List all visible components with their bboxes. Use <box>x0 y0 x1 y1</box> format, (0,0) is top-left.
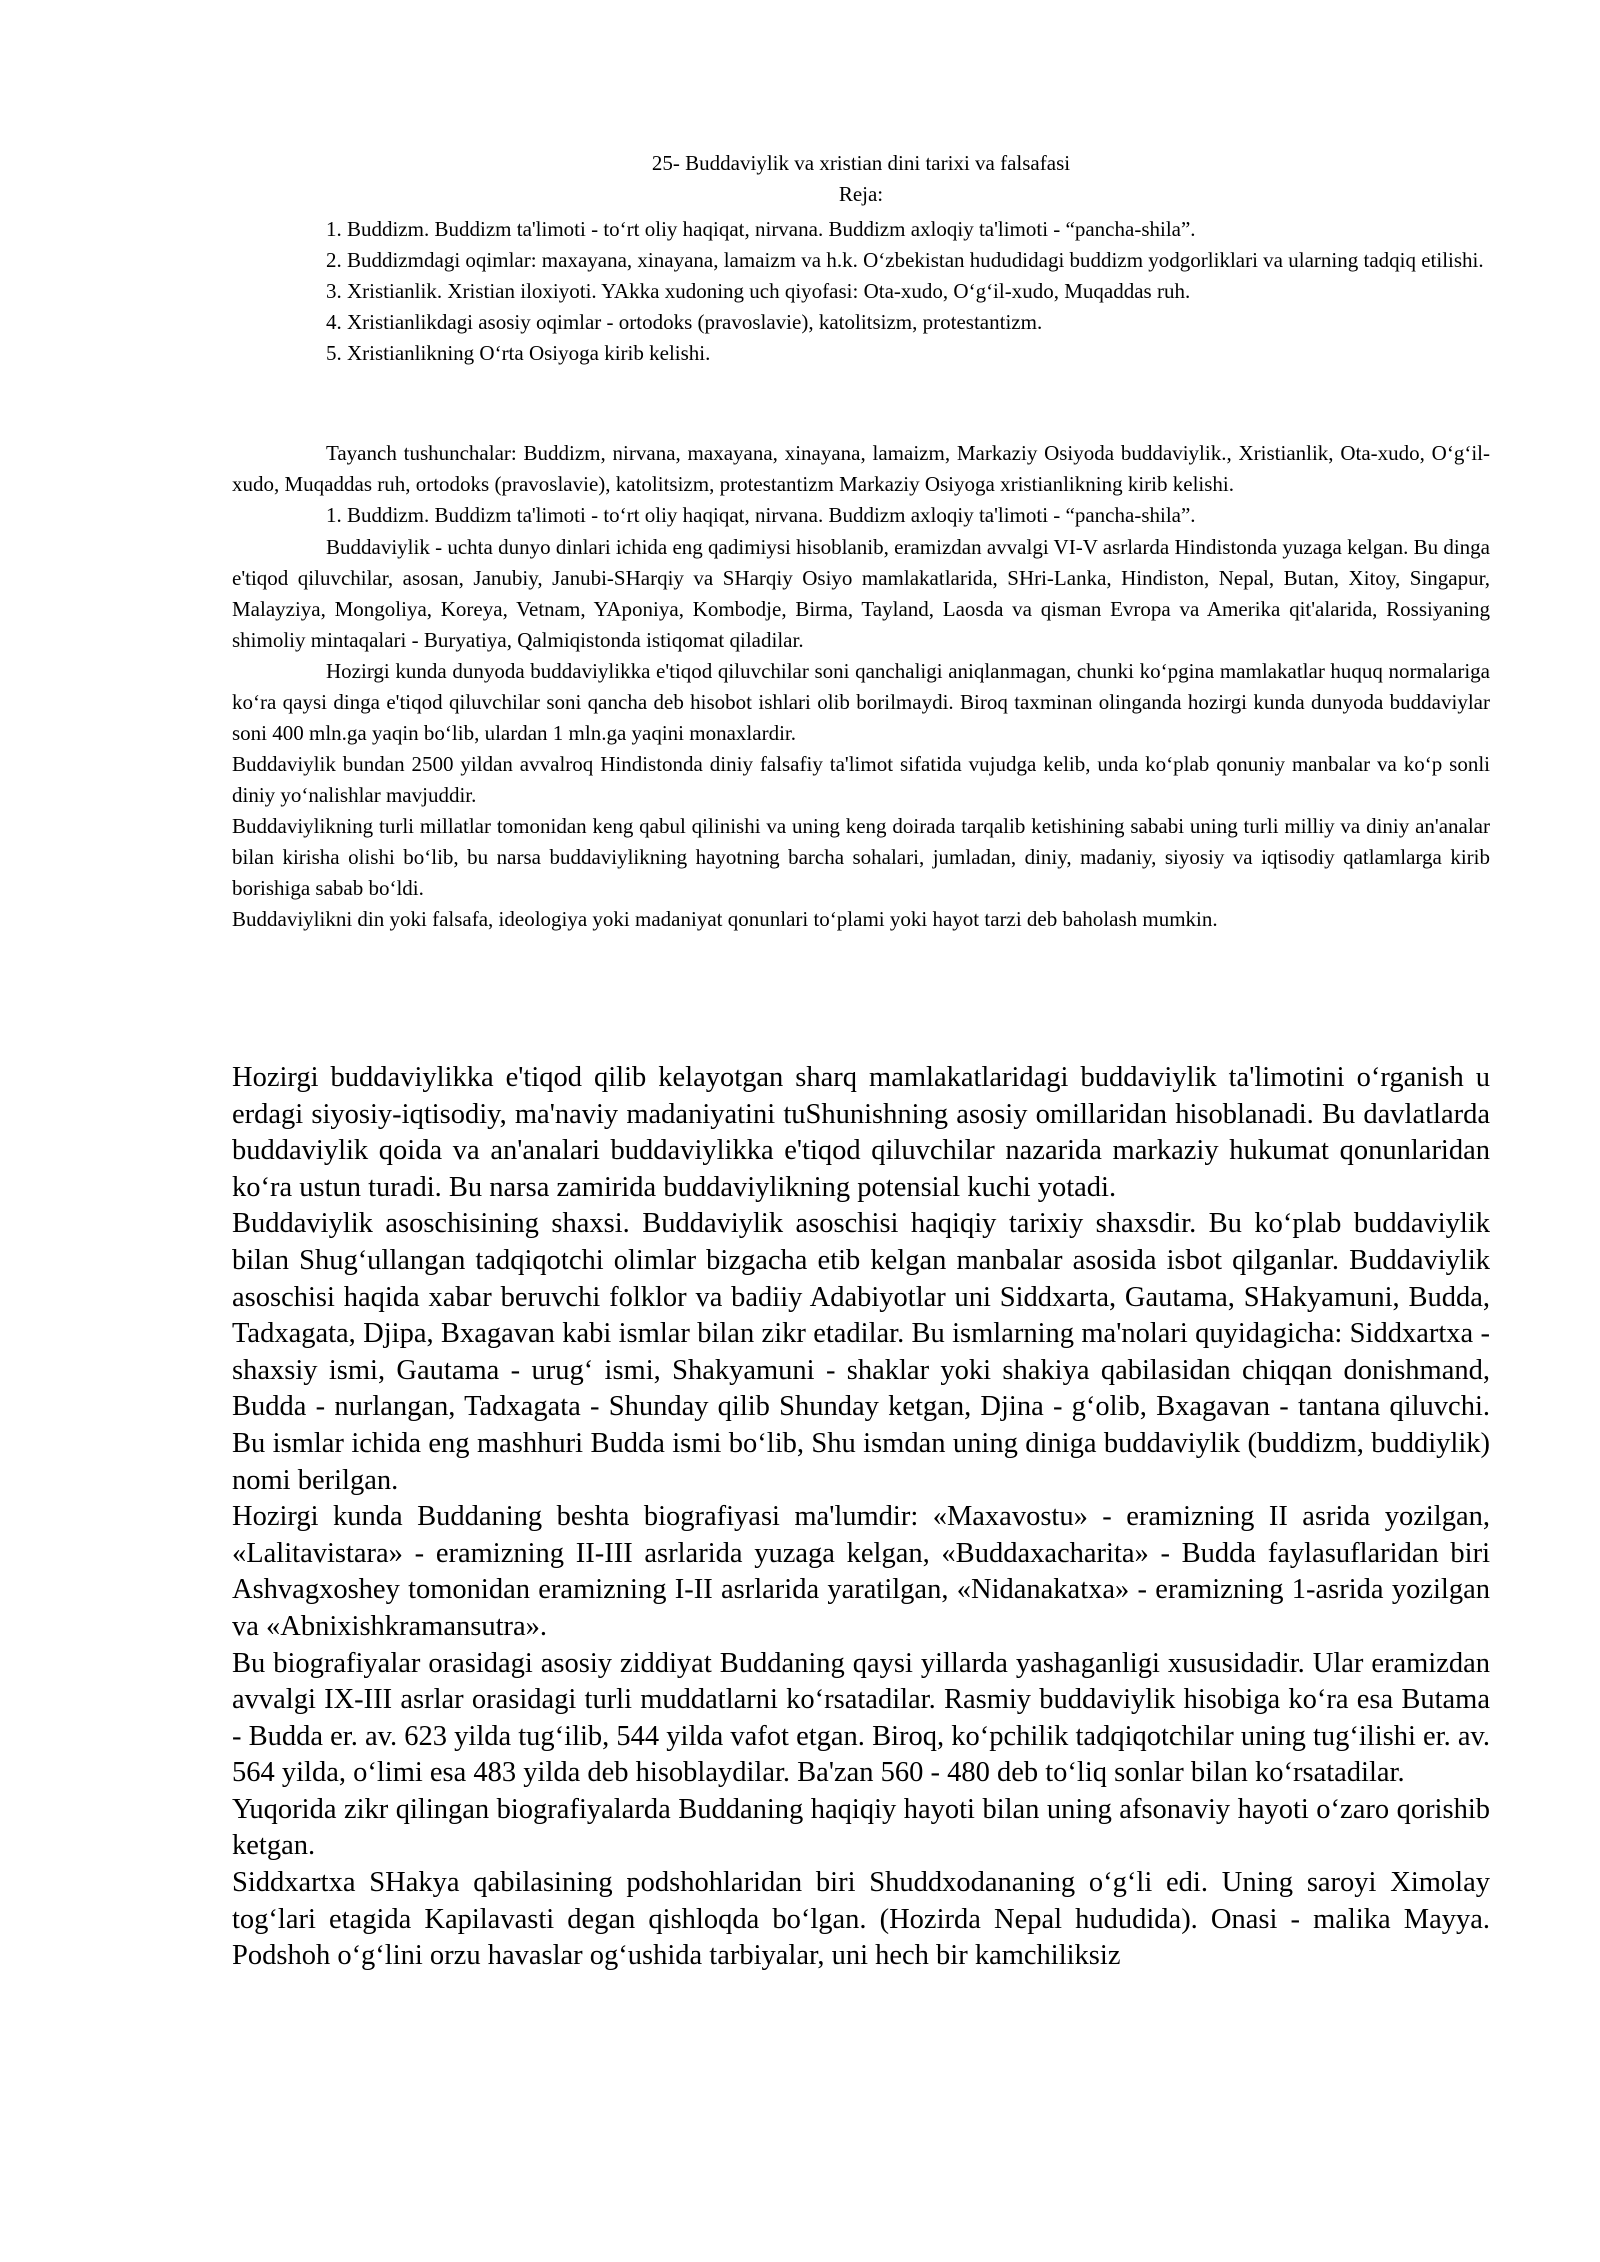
key-concepts-text: Tayanch tushunchalar: Buddizm, nirvana, maxayana, xinayana, lamaizm, Markaziy Osiyoda buddaviylik., Xristianlik, Ota-xudo, O‘g‘il-xudo, Muqaddas ruh, ortodoks (pravoslavie), katolitsizm, protestantizm Markaziy Osiyoga xristianlikning kirib kelishi. <box>232 441 1490 496</box>
paragraph: Hozirgi kunda Buddaning beshta biografiyasi ma'lumdir: «Maxavostu» - eramizning II asrida yozilgan, «Lalitavistara» - eramizning II-III asrlarida yuzaga kelgan, «Buddaxacharita» - Budda faylasuflaridan biri Ashvagxoshey tomonidan eramizning I-II asrlarida yaratilgan, «Nidanakatxa» - eramizning 1-asrida yozilgan va «Abnixishkramansutra». <box>232 1501 1490 1642</box>
section-heading: 1. Buddizm. Buddizm ta'limoti - to‘rt oliy haqiqat, nirvana. Buddizm axloqiy ta'limoti - “pancha-shila”. <box>326 503 1196 527</box>
paragraph: Buddaviylikni din yoki falsafa, ideologiya yoki madaniyat qonunlari to‘plami yoki hayot tarzi deb baholash mumkin. <box>232 907 1218 931</box>
paragraph: Bu biografiyalar orasidagi asosiy ziddiyat Buddaning qaysi yillarda yashaganligi xususidadir. Ular eramizdan avvalgi IX-III asrlar orasidagi turli muddatlarni ko‘rsatadilar. Rasmiy buddaviylik hisobiga ko‘ra esa Butama - Budda er. av. 623 yilda tug‘ilib, 544 yilda vafot etgan. Biroq, ko‘pchilik tadqiqotchilar uning tug‘ilishi er. av. 564 yilda, o‘limi esa 483 yilda deb hisoblaydilar. Ba'zan 560 - 480 deb to‘liq sonlar bilan ko‘rsatadilar. <box>232 1647 1490 1789</box>
paragraph: Hozirgi buddaviylikka e'tiqod qilib kelayotgan sharq mamlakatlaridagi buddaviylik ta'limotini o‘rganish u erdagi siyosiy-iqtisodiy, ma'naviy madaniyatini tuShunishning asosiy omillaridan hisoblanadi. Bu davlatlarda buddaviylik qoida va an'analari buddaviylikka e'tiqod qiluvchilar nazarida markaziy hukumat qonunlaridan ko‘ra ustun turadi. Bu narsa zamirida buddaviylikning potensial kuchi yotadi. <box>232 1062 1490 1203</box>
paragraph: Hozirgi kunda dunyoda buddaviylikka e'tiqod qiluvchilar soni qanchaligi aniqlanmagan, chunki ko‘pgina mamlakatlar huquq normalariga ko‘ra qaysi dinga e'tiqod qiluvchilar soni qancha deb hisobot ishlari olib borilmaydi. Biroq taxminan olinganda hozirgi kunda dunyoda buddaviylar soni 400 mln.ga yaqin bo‘lib, ulardan 1 mln.ga yaqini monaxlardir. <box>232 659 1490 745</box>
paragraph: Siddxartxa SHakya qabilasining podshohlaridan biri Shuddxodananing o‘g‘li edi. Uning saroyi Ximolay tog‘lari etagida Kapilavasti degan qishloqda bo‘lgan. (Hozirda Nepal hududida). Onasi - malika Mayya. Podshoh o‘g‘lini orzu havaslar og‘ushida tarbiyalar, uni hech bir kamchiliksiz <box>232 1867 1490 1972</box>
plan-item: 3. Xristianlik. Xristian iloxiyoti. YAkka xudoning uch qiyofasi: Ota-xudo, O‘g‘il-xudo, Muqaddas ruh. <box>326 279 1191 303</box>
plan-item: 4. Xristianlikdagi asosiy oqimlar - ortodoks (pravoslavie), katolitsizm, protestantizm. <box>326 310 1043 334</box>
plan-list <box>232 214 1490 369</box>
plan-item: 1. Buddizm. Buddizm ta'limoti - to‘rt oliy haqiqat, nirvana. Buddizm axloqiy ta'limoti - “pancha-shila”. <box>326 217 1196 241</box>
paragraph: Buddaviylik bundan 2500 yildan avvalroq Hindistonda diniy falsafiy ta'limot sifatida vujudga kelib, unda ko‘plab qonuniy manbalar va ko‘p sonli diniy yo‘nalishlar mavjuddir. <box>232 752 1490 807</box>
paragraph: Buddaviylikning turli millatlar tomonidan keng qabul qilinishi va uning keng doirada tarqalib ketishining sababi uning turli milliy va diniy an'analar bilan kirisha olishi bo‘lib, bu narsa buddaviylikning hayotning barcha sohalari, jumladan, diniy, madaniy, siyosiy va iqtisodiy qatlamlarga kirib borishiga sabab bo‘ldi. <box>232 814 1490 900</box>
title-block <box>232 148 1490 210</box>
plan-item: 5. Xristianlikning O‘rta Osiyoga kirib kelishi. <box>326 341 711 365</box>
body-small-text <box>232 532 1490 935</box>
paragraph: Yuqorida zikr qilingan biografiyalarda Buddaning haqiqiy hayoti bilan uning afsonaviy hayoti o‘zaro qorishib ketgan. <box>232 1793 1490 1862</box>
document-title: 25- Buddaviylik va xristian dini tarixi va falsafasi <box>651 151 1071 175</box>
key-concepts <box>232 438 1490 531</box>
plan-label: Reja: <box>838 182 884 206</box>
plan-item: 2. Buddizmdagi oqimlar: maxayana, xinayana, lamaizm va h.k. O‘zbekistan hududidagi buddizm yodgorliklari va ularning tadqiq etilishi. <box>326 248 1484 272</box>
paragraph: Buddaviylik - uchta dunyo dinlari ichida eng qadimiysi hisoblanib, eramizdan avvalgi VI-V asrlarda Hindistonda yuzaga kelgan. Bu dinga e'tiqod qiluvchilar, asosan, Janubiy, Janubi-SHarqiy va SHarqiy Osiyo mamlakatlarida, SHri-Lanka, Hindiston, Nepal, Butan, Xitoy, Singapur, Malayziya, Mongoliya, Koreya, Vetnam, YAponiya, Kombodje, Birma, Tayland, Laosda va qisman Evropa va Amerika qit'alarida, Rossiyaning shimoliy mintaqalari - Buryatiya, Qalmiqistonda istiqomat qiladilar. <box>232 535 1490 652</box>
body-large-text <box>232 1060 1490 1975</box>
paragraph: Buddaviylik asoschisining shaxsi. Buddaviylik asoschisi haqiqiy tarixiy shaxsdir. Bu ko‘plab buddaviylik bilan Shug‘ullangan tadqiqotchi olimlar bizgacha etib kelgan manbalar asosida isbot qilganlar. Buddaviylik asoschisi haqida xabar beruvchi folklor va badiiy Adabiyotlar uni Siddxarta, Gautama, SHakyamuni, Budda, Tadxagata, Djipa, Bxagavan kabi ismlar bilan zikr etadilar. Bu ismlarning ma'nolari quyidagicha: Siddxartxa - shaxsiy ismi, Gautama - urug‘ ismi, Shakyamuni - shaklar yoki shakiya qabilasidan chiqqan donishmand, Budda - nurlangan, Tadxagata - Shunday qilib Shunday ketgan, Djina - g‘olib, Bxagavan - tantana qiluvchi. Bu ismlar ichida eng mashhuri Budda ismi bo‘lib, Shu ismdan uning diniga buddaviylik (buddizm, buddiylik) nomi berilgan. <box>232 1208 1490 1496</box>
